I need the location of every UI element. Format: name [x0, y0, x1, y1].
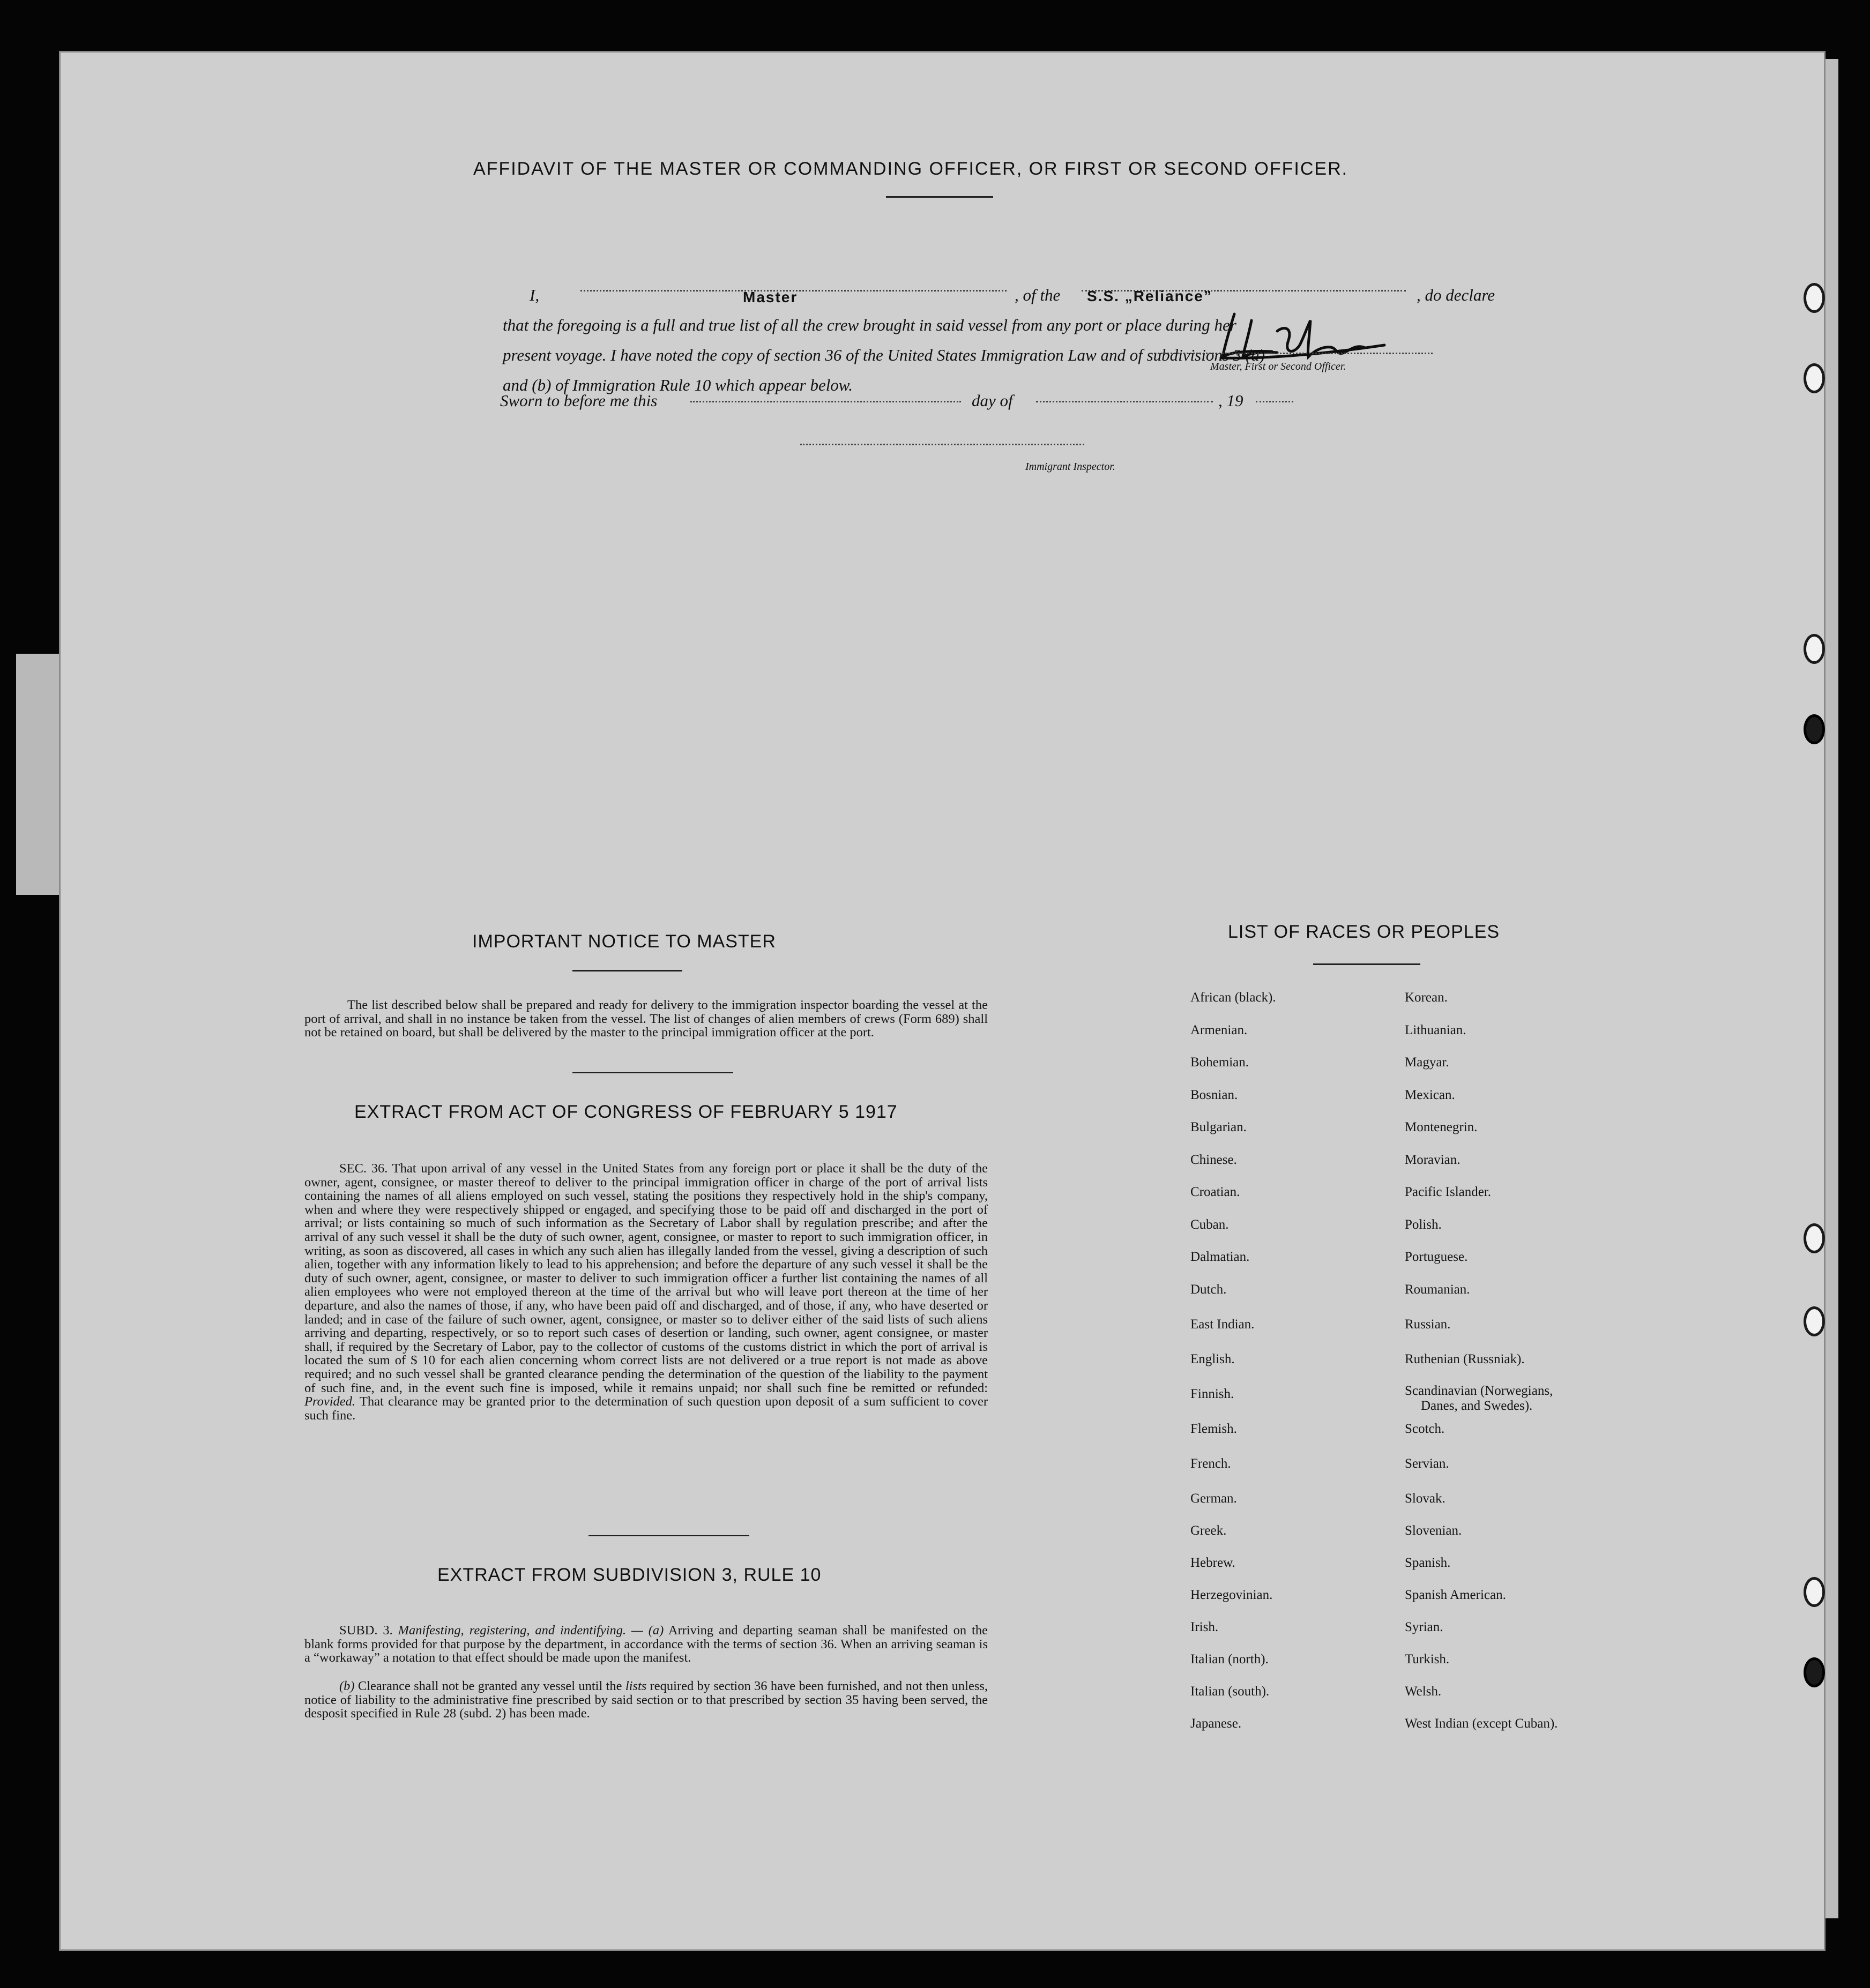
inspector-signature-line: [800, 444, 1084, 445]
handwritten-signature: [1213, 299, 1422, 369]
race-item: Italian (south).: [1190, 1684, 1270, 1699]
race-item: Montenegrin.: [1405, 1120, 1478, 1134]
race-item: East Indian.: [1190, 1317, 1255, 1332]
race-item-continuation: Danes, and Swedes).: [1421, 1399, 1533, 1413]
affidavit-line-2: that the foregoing is a full and true list of all the crew brought in said vessel from any port or place during her: [503, 316, 1236, 334]
race-item: French.: [1190, 1456, 1231, 1471]
signature-line: [1154, 353, 1433, 354]
notice-end-rule: [572, 1072, 733, 1073]
act-extract-text: [304, 1162, 988, 1422]
act-extract-body: SEC. 36. That upon arrival of any vessel in the United States from any foreign port or place it shall be the duty of the owner, agent, consignee, or master thereof to deliver to the principal immigration officer in charge of the port of arrival lists containing the names of all aliens employed on such vessel, stating the positions they respectively hold in the ship's company, when and where they were respectively shipped or engaged, and specifying those to be paid off and discharged in the port of arrival; or lists containing so much of such information as the Secretary of Labor shall by regulation prescribe; and after the arrival of any such vessel it shall be the duty of such owner, agent, consignee, or master to report to such immigration officer, in writing, as soon as discovered, all cases in which any such alien has illegally landed from the vessel, giving a description of such alien, together with any information likely to lead to his apprehension; and before the departure of any such vessel it shall be the duty of such owner, agent, consignee, or master to deliver to such immigration officer a further list containing the names of all alien employees who were not employed thereon at the time of the arrival but who will leave port thereon at the time of her departure, and also the names of those, if any, who have been paid off and discharged, and of those, if any, who have deserted or landed; and in case of the failure of such owner, agent, consignee, or master so to deliver either of the said lists of such aliens arriving and departing, respectively, or so to report such cases of desertion or landing, such owner, agent consignee, or master shall, if required by the Secretary of Labor, pay to the collector of customs of the customs district in which the port of arrival is located the sum of $ 10 for each alien concerning whom correct lists are not delivered or a true report is not made as above required; and no such vessel shall be granted clearance pending the determination of the question of the liability to the payment of such fine, and, in the event such fine is imposed, while it remains unpaid; nor shall such fine be remitted or refunded:: [304, 1161, 988, 1395]
manifest-page: [59, 51, 1826, 1951]
rule-subd-b-text2: required by section 36 have been furnished, and not then unless, notice of liability to the administrative fine prescribed by said section or to that prescribed by section 35 having been served, the desposit specified in Rule 28 (subd. 2) has been made.: [304, 1679, 988, 1721]
affidavit-i: I,: [530, 286, 540, 304]
race-item: Welsh.: [1405, 1684, 1442, 1699]
notice-title: IMPORTANT NOTICE TO MASTER: [472, 931, 776, 952]
race-item: Greek.: [1190, 1523, 1227, 1538]
punch-hole: [1804, 634, 1825, 664]
race-item: Portuguese.: [1405, 1250, 1468, 1264]
race-item: English.: [1190, 1352, 1235, 1366]
race-item: Bohemian.: [1190, 1055, 1249, 1070]
race-item: Scotch.: [1405, 1422, 1445, 1436]
race-item: Hebrew.: [1190, 1556, 1235, 1570]
race-item: Italian (north).: [1190, 1652, 1269, 1666]
race-item: Armenian.: [1190, 1023, 1248, 1037]
sworn-year-prefix: , 19: [1218, 391, 1243, 410]
race-item: Japanese.: [1190, 1716, 1242, 1731]
sworn-month-field: [1036, 401, 1213, 402]
race-item: Slovak.: [1405, 1491, 1446, 1506]
ship-filled-value: S.S. „Reliance”: [1087, 288, 1212, 304]
race-item: Spanish American.: [1405, 1588, 1506, 1602]
race-item: Lithuanian.: [1405, 1023, 1466, 1037]
act-extract-end: That clearance may be granted prior to the determination of such question upon deposit of a sum sufficient to cover such fine.: [304, 1394, 988, 1423]
race-item: Servian.: [1405, 1456, 1449, 1471]
race-item: Korean.: [1405, 990, 1448, 1005]
races-rule: [1313, 963, 1420, 965]
race-item: Polish.: [1405, 1217, 1442, 1232]
act-provided: Provided.: [304, 1394, 356, 1409]
rule-subd-b-lists: lists: [625, 1679, 647, 1693]
punch-hole: [1804, 1657, 1825, 1687]
signature-caption: Master, First or Second Officer.: [1210, 361, 1346, 372]
race-item: Chinese.: [1190, 1153, 1237, 1167]
race-item: Turkish.: [1405, 1652, 1450, 1666]
punch-hole: [1804, 1223, 1825, 1253]
race-item: Dalmatian.: [1190, 1250, 1250, 1264]
race-item: West Indian (except Cuban).: [1405, 1716, 1558, 1731]
race-item: Flemish.: [1190, 1422, 1237, 1436]
race-item: Mexican.: [1405, 1088, 1455, 1102]
race-item: Spanish.: [1405, 1556, 1451, 1570]
race-item: Russian.: [1405, 1317, 1451, 1332]
rule-subd-a-heading: Manifesting, registering, and indentifying. — (a): [398, 1623, 664, 1638]
race-item: Bulgarian.: [1190, 1120, 1247, 1134]
race-item: Pacific Islander.: [1405, 1185, 1492, 1199]
notice-text: The list described below shall be prepared and ready for delivery to the immigration inspector boarding the vessel at the port of arrival, and shall in no instance be taken from the vessel. The list of changes of alien members of crews (Form 689) shall not be retained on board, but shall be delivered by the master to the principal immigration officer at the port.: [304, 998, 988, 1040]
race-item: Herzegovinian.: [1190, 1588, 1273, 1602]
sworn-day-field: [690, 401, 961, 402]
sworn-text: Sworn to before me this: [500, 391, 658, 410]
affidavit-line-3: present voyage. I have noted the copy of section 36 of the United States Immigration Law and of subdivisions 3 (a): [503, 346, 1265, 364]
race-item: Irish.: [1190, 1620, 1219, 1634]
rule-subd-a: [304, 1624, 988, 1665]
rule-subd-a-text: Arriving and departing seaman shall be manifested on the blank forms provided for that purpose by the department, in accordance with the terms of section 36. When an arriving seaman is a “workaway” a notation to that effect should be made upon the manifest.: [304, 1623, 988, 1665]
race-item: Magyar.: [1405, 1055, 1449, 1070]
rule-subd-b: [304, 1679, 988, 1721]
sworn-day-of: day of: [972, 391, 1013, 410]
master-filled-value: Master: [743, 289, 798, 305]
punch-hole: [1804, 283, 1825, 313]
punch-hole: [1804, 1577, 1825, 1607]
race-item: Syrian.: [1405, 1620, 1443, 1634]
race-item: Cuban.: [1190, 1217, 1229, 1232]
act-extract-title: EXTRACT FROM ACT OF CONGRESS OF FEBRUARY 5 1917: [354, 1102, 898, 1122]
rule-subd-b-lead: (b): [339, 1679, 355, 1693]
punch-hole: [1804, 363, 1825, 393]
race-item: Scandinavian (Norwegians,: [1405, 1384, 1553, 1398]
races-title: LIST OF RACES OR PEOPLES: [1228, 922, 1500, 942]
race-item: German.: [1190, 1491, 1237, 1506]
race-item: Ruthenian (Russniak).: [1405, 1352, 1525, 1366]
affidavit-declare: , do declare: [1417, 286, 1495, 304]
affidavit-title: AFFIDAVIT OF THE MASTER OR COMMANDING OFFICER, OR FIRST OR SECOND OFFICER.: [473, 159, 1349, 179]
race-item: Bosnian.: [1190, 1088, 1238, 1102]
race-item: Croatian.: [1190, 1185, 1240, 1199]
rule-extract-title: EXTRACT FROM SUBDIVISION 3, RULE 10: [437, 1565, 822, 1585]
title-rule: [886, 196, 993, 198]
race-item: Moravian.: [1405, 1153, 1461, 1167]
affidavit-line-4: and (b) of Immigration Rule 10 which appear below.: [503, 376, 853, 394]
punch-hole: [1804, 1306, 1825, 1336]
act-end-rule: [588, 1535, 749, 1536]
sworn-year-field: [1256, 401, 1293, 402]
rule-subd-b-text1: Clearance shall not be granted any vessel until the: [357, 1679, 622, 1693]
affidavit-of-the: , of the: [1015, 286, 1061, 304]
punch-hole: [1804, 714, 1825, 744]
rule-subd-a-lead: SUBD. 3.: [339, 1623, 393, 1638]
race-item: Finnish.: [1190, 1387, 1234, 1401]
race-item: Dutch.: [1190, 1282, 1227, 1297]
notice-rule: [572, 970, 682, 971]
race-item: Slovenian.: [1405, 1523, 1462, 1538]
inspector-caption: Immigrant Inspector.: [1025, 461, 1115, 473]
race-item: African (black).: [1190, 990, 1276, 1005]
race-item: Roumanian.: [1405, 1282, 1470, 1297]
